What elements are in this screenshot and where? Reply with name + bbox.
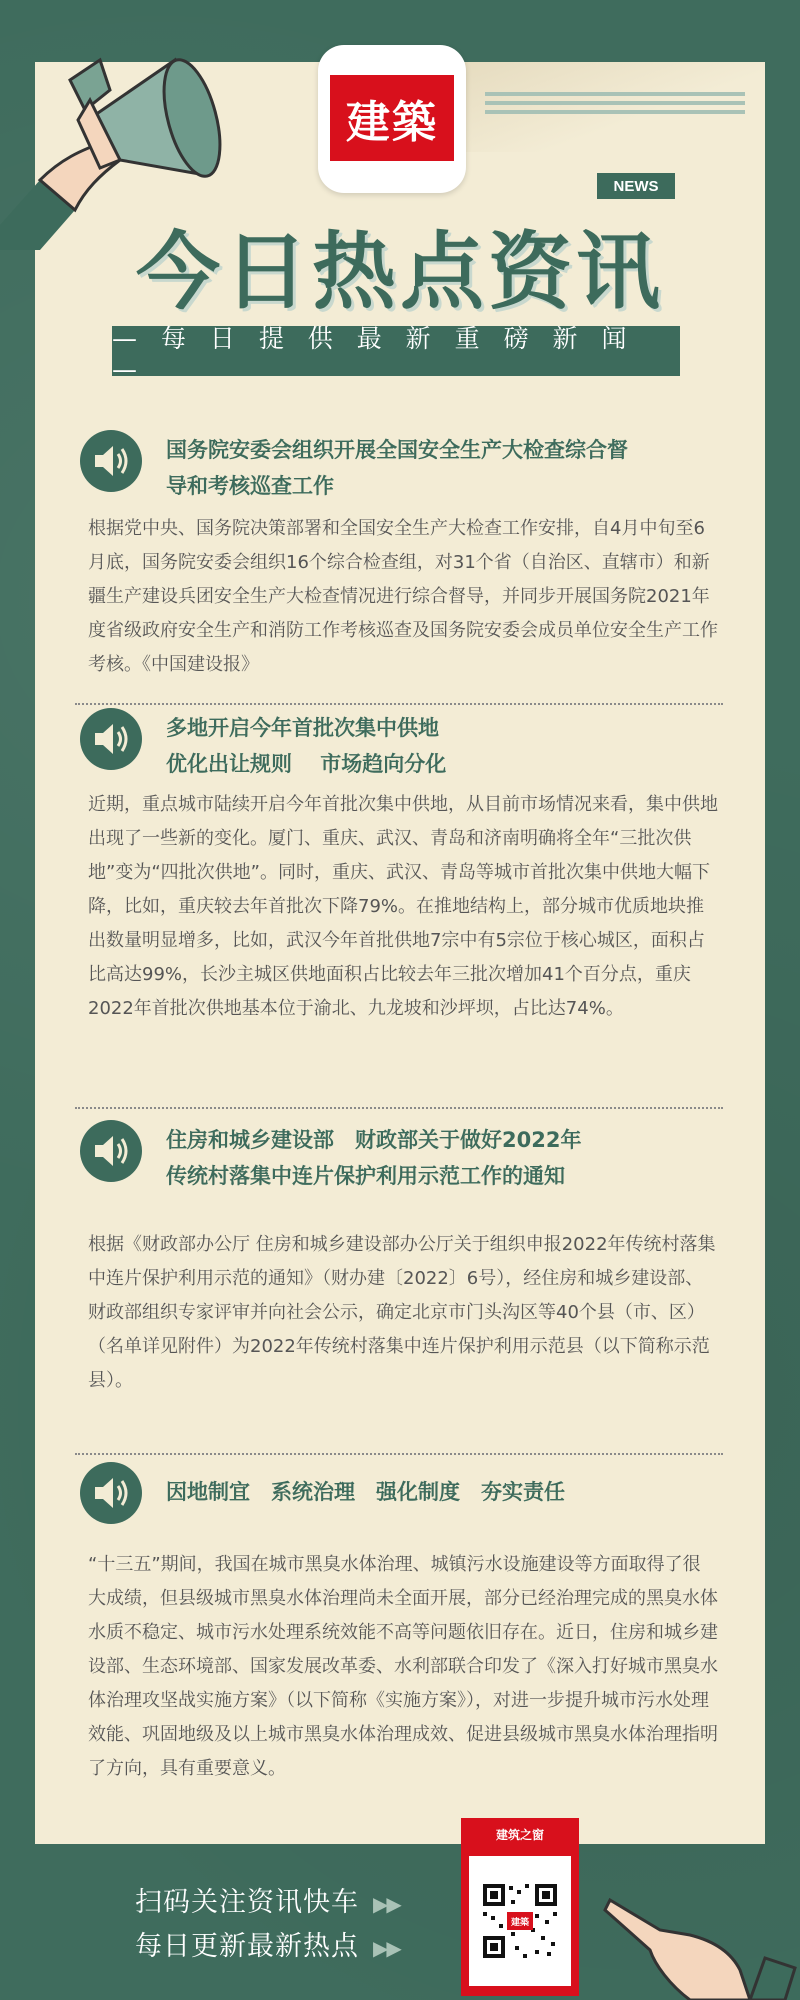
section-title: [166, 1474, 706, 1510]
divider: [75, 703, 723, 705]
pointing-hand-icon: [590, 1880, 800, 2000]
qr-card[interactable]: [461, 1818, 579, 1996]
footer-text: 扫码关注资讯快车: [135, 1887, 359, 1918]
logo-text: 建築: [330, 75, 454, 161]
section-body: 根据《财政部办公厅 住房和城乡建设部办公厅关于组织申报2022年传统村落集中连片保护利用示范的通知》（财办建〔2022〕6号），经住房和城乡建设部、财政部组织专家评审并向社会公示，确定北京市门头沟区等40个县（市、区）（名单详见附件）为2022年传统村落集中连片保护利用示范县（以下简称示范县）。: [88, 1234, 716, 1391]
title-line: 因地制宜 系统治理 强化制度 夯实责任: [166, 1480, 565, 1504]
footer-line-1: [135, 1880, 400, 1919]
section-title: [166, 432, 706, 504]
speaker-icon: [80, 1462, 142, 1524]
footer-line-2: [135, 1924, 400, 1963]
speaker-icon: [80, 430, 142, 492]
paper-stripes: [485, 92, 745, 122]
divider: [75, 1107, 723, 1109]
section-body: 根据党中央、国务院决策部署和全国安全生产大检查工作安排，自4月中旬至6月底，国务院安委会组织16个综合检查组，对31个省（自治区、直辖市）和新疆生产建设兵团安全生产大检查情况进行综合督导，并同步开展国务院2021年度省级政府安全生产和消防工作考核巡查及国务院安委会成员单位安全生产工作考核。《中国建设报》: [88, 518, 718, 675]
speaker-icon: [80, 1120, 142, 1182]
speaker-icon: [80, 708, 142, 770]
subtitle-banner: — 每 日 提 供 最 新 重 磅 新 闻 —: [112, 326, 680, 376]
double-arrow-icon: ▶▶: [373, 1936, 400, 1960]
news-section-1: [60, 430, 732, 675]
section-body: 近期，重点城市陆续开启今年首批次集中供地，从目前市场情况来看，集中供地出现了一些新的变化。厦门、重庆、武汉、青岛和济南明确将全年“三批次供地”变为“四批次供地”。同时，重庆、武汉、青岛等城市首批次集中供地大幅下降，比如，重庆较去年首批次下降79%。在推地结构上，部分城市优质地块推出数量明显增多，比如，武汉今年首批供地7宗中有5宗位于核心城区，面积占比高达99%，长沙主城区供地面积占比较去年三批次增加41个百分点，重庆2022年首批次供地基本位于渝北、九龙坡和沙坪坝，占比达74%。: [88, 794, 718, 1019]
title-line: 导和考核巡查工作: [166, 474, 334, 498]
section-title: [166, 710, 706, 782]
title-line: 国务院安委会组织开展全国安全生产大检查综合督: [166, 438, 628, 462]
section-title: [166, 1122, 706, 1194]
news-tag: NEWS: [597, 173, 675, 199]
qr-code[interactable]: [469, 1856, 571, 1986]
brand-logo: [318, 45, 466, 193]
double-arrow-icon: ▶▶: [373, 1892, 400, 1916]
page-title: 今日热点资讯: [135, 223, 664, 321]
news-section-2: [60, 708, 732, 1019]
title-line: 传统村落集中连片保护利用示范工作的通知: [166, 1164, 565, 1188]
title-line: 优化出让规则 市场趋向分化: [166, 752, 447, 776]
section-body: “十三五”期间，我国在城市黑臭水体治理、城镇污水设施建设等方面取得了很大成绩，但县级城市黑臭水体治理尚未全面开展，部分已经治理完成的黑臭水体水质不稳定、城市污水处理系统效能不高等问题依旧存在。近日，住房和城乡建设部、生态环境部、国家发展改革委、水利部联合印发了《深入打好城市黑臭水体治理攻坚战实施方案》（以下简称《实施方案》），对进一步提升城市污水处理效能、巩固地级及以上城市黑臭水体治理成效、促进县级城市黑臭水体治理指明了方向，具有重要意义。: [88, 1554, 718, 1779]
qr-logo: 建築: [510, 1917, 529, 1928]
news-section-4: [60, 1462, 732, 1779]
footer-text: 每日更新最新热点: [135, 1931, 359, 1962]
title-line: 多地开启今年首批次集中供地: [166, 716, 439, 740]
divider: [75, 1453, 723, 1455]
title-line: 住房和城乡建设部 财政部关于做好2022年: [166, 1128, 582, 1152]
qr-label: 建筑之窗: [495, 1828, 544, 1842]
news-section-3: [60, 1120, 732, 1391]
